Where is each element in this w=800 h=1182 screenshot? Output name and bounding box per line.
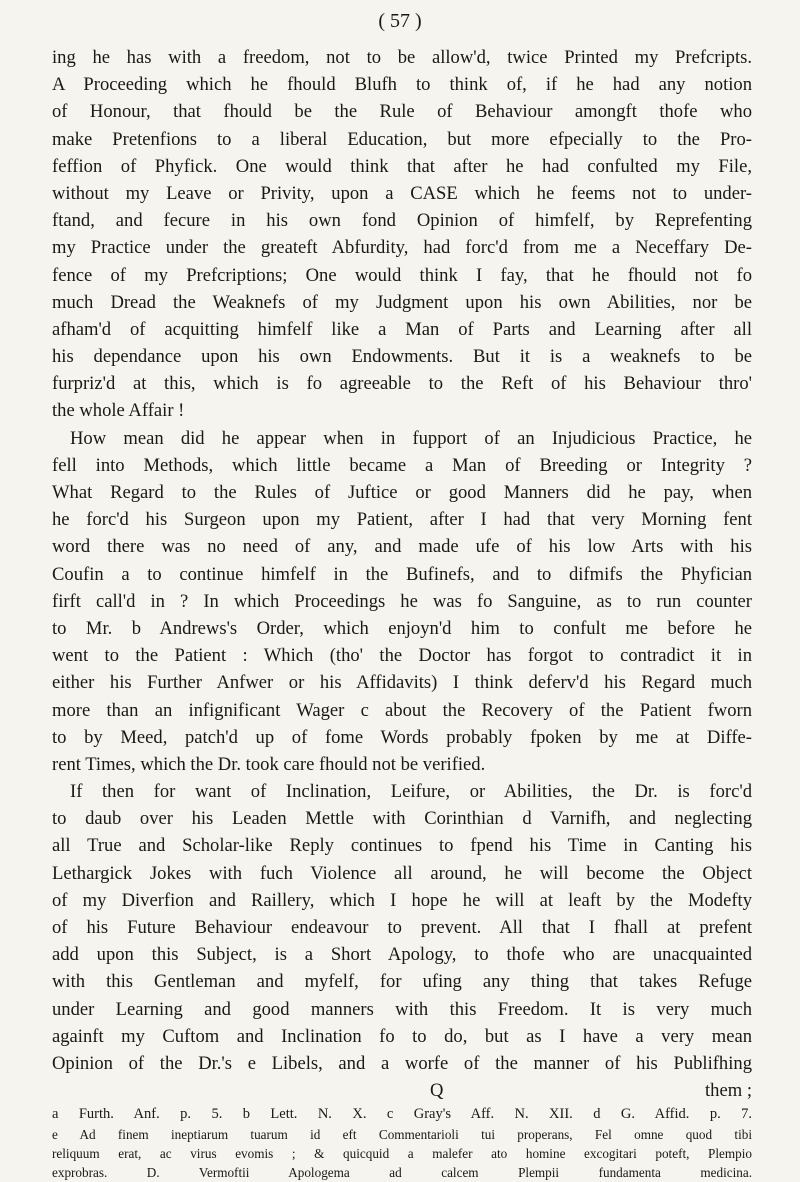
text-line: furpriz'd at this, which is fo agreeable to the Reft of his Behaviour thro'	[52, 373, 752, 395]
body-text	[52, 44, 752, 1182]
text-line: of Honour, that fhould be the Rule of Behaviour amongft thofe who	[52, 101, 752, 123]
text-line: If then for want of Inclination, Leifure, or Abilities, the Dr. is forc'd	[70, 781, 752, 803]
text-line: of my Diverfion and Raillery, which I hope he will at leaft by the Modefty	[52, 889, 752, 911]
text-line: more than an infignificant Wager c about the Recovery of the Patient fworn	[52, 699, 752, 721]
text-line: to Mr. b Andrews's Order, which enjoyn'd him to confult me before he	[52, 617, 752, 639]
footnote-line: e Ad finem ineptiarum tuarum id eft Commentarioli tui properans, Fel omne quod tibi	[52, 1127, 752, 1143]
text-line: ing he has with a freedom, not to be allow'd, twice Printed my Prefcripts.	[52, 47, 752, 68]
footnote-line: a Furth. Anf. p. 5. b Lett. N. X. c Gray's Aff. N. XII. d G. Affid. p. 7.	[52, 1106, 752, 1123]
catchword: them ;	[705, 1080, 752, 1102]
text-line: the whole Affair !	[52, 400, 185, 422]
text-line: afham'd of acquitting himfelf like a Man of Parts and Learning after all	[52, 318, 752, 340]
text-line: feffion of Phyfick. One would think that after he had confulted my File,	[52, 155, 752, 177]
text-line: either his Further Anfwer or his Affidavits) I think deferv'd his Regard much	[52, 672, 752, 694]
text-line: his dependance upon his own Endowments. But it is a weaknefs to be	[52, 346, 752, 368]
text-line: firft call'd in ? In which Proceedings he was fo Sanguine, as to run counter	[52, 590, 752, 612]
page-number: ( 57 )	[378, 10, 422, 32]
text-line: make Pretenfions to a liberal Education, but more efpecially to the Pro-	[52, 128, 752, 150]
text-line: A Proceeding which he fhould Blufh to think of, if he had any notion	[52, 74, 752, 96]
text-line: with this Gentleman and myfelf, for ufing any thing that takes Refuge	[52, 971, 752, 993]
text-line: How mean did he appear when in fupport of an Injudicious Practice, he	[70, 427, 752, 449]
text-line: to daub over his Leaden Mettle with Corinthian d Varnifh, and neglecting	[52, 808, 752, 830]
text-line: What Regard to the Rules of Juftice or good Manners did he pay, when	[52, 482, 752, 503]
text-line: fence of my Prefcriptions; One would think I fay, that he fhould not fo	[52, 264, 752, 286]
text-line: my Practice under the greateft Abfurdity, had forc'd from me a Neceffary De-	[52, 237, 752, 259]
text-line: Coufin a to continue himfelf in the Bufinefs, and to difmifs the Phyfician	[52, 563, 752, 585]
text-line: againft my Cuftom and Inclination fo to do, but as I have a very mean	[52, 1025, 752, 1047]
text-line: without my Leave or Privity, upon a CASE which he feems not to under-	[52, 182, 752, 204]
signature-mark: Q	[430, 1080, 444, 1102]
text-line: of his Future Behaviour endeavour to prevent. All that I fhall at prefent	[52, 917, 752, 938]
text-line: much Dread the Weaknefs of my Judgment upon his own Abilities, nor be	[52, 291, 752, 313]
text-line: Lethargick Jokes with fuch Violence all around, he will become the Object	[52, 862, 752, 884]
footnote-line: reliquum erat, ac virus evomis ; & quicquid a malefer ato homine excogitari poteft, Plempio	[52, 1146, 752, 1162]
footnote-line: exprobras. D. Vermoftii Apologema ad calcem Plempii fundamenta medicina.	[52, 1165, 752, 1181]
text-line: rent Times, which the Dr. took care fhould not be verified.	[52, 753, 486, 775]
text-line: to by Meed, patch'd up of fome Words probably fpoken by me at Diffe-	[52, 726, 752, 748]
text-line: word there was no need of any, and made ufe of his low Arts with his	[52, 536, 752, 558]
catchword-row	[52, 1077, 752, 1104]
text-line: under Learning and good manners with this Freedom. It is very much	[52, 998, 752, 1020]
text-line: ftand, and fecure in his own fond Opinion of himfelf, by Reprefenting	[52, 210, 752, 232]
text-line: Opinion of the Dr.'s e Libels, and a worfe of the manner of his Publifhing	[52, 1052, 752, 1074]
text-line: all True and Scholar-like Reply continues to fpend his Time in Canting his	[52, 835, 752, 857]
text-line: went to the Patient : Which (tho' the Doctor has forgot to contradict it in	[52, 645, 752, 667]
text-line: add upon this Subject, is a Short Apology, to thofe who are unacquainted	[52, 944, 752, 966]
text-line: he forc'd his Surgeon upon my Patient, after I had that very Morning fent	[52, 509, 752, 531]
text-line: fell into Methods, which little became a Man of Breeding or Integrity ?	[52, 454, 752, 476]
